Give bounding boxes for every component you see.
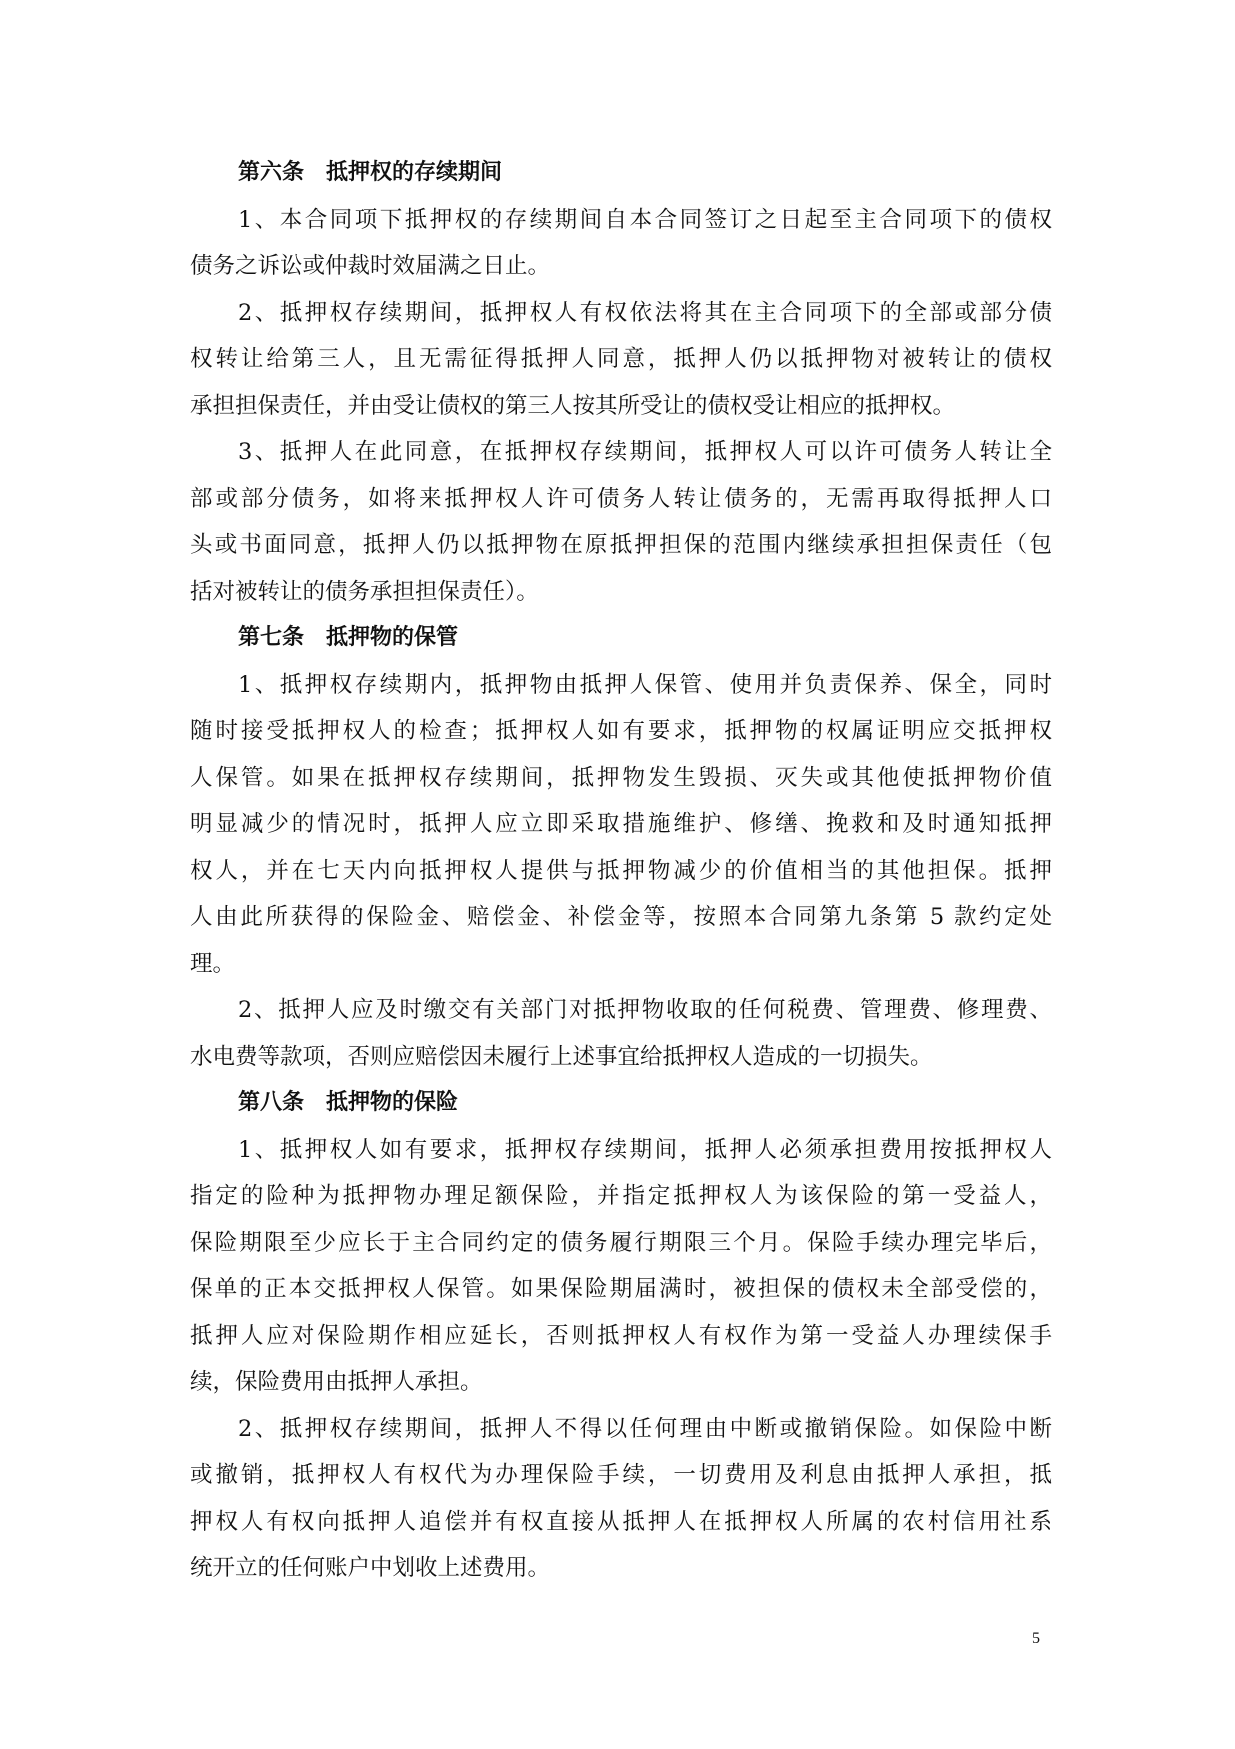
paragraph-line: 保单的正本交抵押权人保管。如果保险期届满时，被担保的债权未全部受偿的， xyxy=(190,1276,1052,1302)
paragraph-line: 1、本合同项下抵押权的存续期间自本合同签订之日起至主合同项下的债权 xyxy=(238,206,1052,233)
paragraph-line: 2、抵押权存续期间，抵押权人有权依法将其在主合同项下的全部或部分债 xyxy=(238,299,1052,326)
section-heading: 第七条 抵押物的保管 xyxy=(238,625,459,650)
section-heading: 第六条 抵押权的存续期间 xyxy=(238,160,503,185)
page-number: 5 xyxy=(1032,1630,1040,1647)
paragraph-line: 续，保险费用由抵押人承担。 xyxy=(190,1369,483,1395)
paragraph-line: 权人，并在七天内向抵押权人提供与抵押物减少的价值相当的其他担保。抵押 xyxy=(190,857,1052,884)
paragraph-line: 理。 xyxy=(190,950,236,977)
paragraph-line: 水电费等款项，否则应赔偿因未履行上述事宜给抵押权人造成的一切损失。 xyxy=(190,1043,933,1070)
paragraph-line: 指定的险种为抵押物办理足额保险，并指定抵押权人为该保险的第一受益人， xyxy=(190,1183,1052,1209)
paragraph-line: 随时接受抵押权人的检查；抵押权人如有要求，抵押物的权属证明应交抵押权 xyxy=(190,718,1052,744)
paragraph-line: 部或部分债务，如将来抵押权人许可债务人转让债务的，无需再取得抵押人口 xyxy=(190,485,1052,512)
paragraph-line: 抵押人应对保险期作相应延长，否则抵押权人有权作为第一受益人办理续保手 xyxy=(190,1322,1052,1349)
section-heading: 第八条 抵押物的保险 xyxy=(238,1090,459,1115)
paragraph-line: 括对被转让的债务承担担保责任）。 xyxy=(190,578,539,605)
paragraph-line: 统开立的任何账户中划收上述费用。 xyxy=(190,1555,551,1581)
paragraph-line: 人由此所获得的保险金、赔偿金、补偿金等，按照本合同第九条第 5 款约定处 xyxy=(190,904,1052,930)
paragraph-line: 保险期限至少应长于主合同约定的债务履行期限三个月。保险手续办理完毕后， xyxy=(190,1229,1052,1256)
paragraph-line: 头或书面同意，抵押人仍以抵押物在原抵押担保的范围内继续承担担保责任（包 xyxy=(190,532,1052,558)
paragraph-line: 2、抵押人应及时缴交有关部门对抵押物收取的任何税费、管理费、修理费、 xyxy=(238,997,1052,1023)
paragraph-line: 或撤销，抵押权人有权代为办理保险手续，一切费用及利息由抵押人承担，抵 xyxy=(190,1462,1052,1488)
paragraph-line: 1、抵押权人如有要求，抵押权存续期间，抵押人必须承担费用按抵押权人 xyxy=(238,1136,1052,1163)
paragraph-line: 承担担保责任，并由受让债权的第三人按其所受让的债权受让相应的抵押权。 xyxy=(190,392,956,419)
paragraph-line: 人保管。如果在抵押权存续期间，抵押物发生毁损、灭失或其他使抵押物价值 xyxy=(190,764,1052,791)
paragraph-line: 2、抵押权存续期间，抵押人不得以任何理由中断或撤销保险。如保险中断 xyxy=(238,1415,1052,1442)
paragraph-line: 押权人有权向抵押人追偿并有权直接从抵押人在抵押权人所属的农村信用社系 xyxy=(190,1508,1052,1535)
paragraph-line: 3、抵押人在此同意，在抵押权存续期间，抵押权人可以许可债务人转让全 xyxy=(238,439,1052,465)
paragraph-line: 权转让给第三人，且无需征得抵押人同意，抵押人仍以抵押物对被转让的债权 xyxy=(190,346,1052,372)
paragraph-line: 1、抵押权存续期内，抵押物由抵押人保管、使用并负责保养、保全，同时 xyxy=(238,671,1052,698)
paragraph-line: 明显减少的情况时，抵押人应立即采取措施维护、修缮、挽救和及时通知抵押 xyxy=(190,811,1052,837)
paragraph-line: 债务之诉讼或仲裁时效届满之日止。 xyxy=(190,253,551,279)
